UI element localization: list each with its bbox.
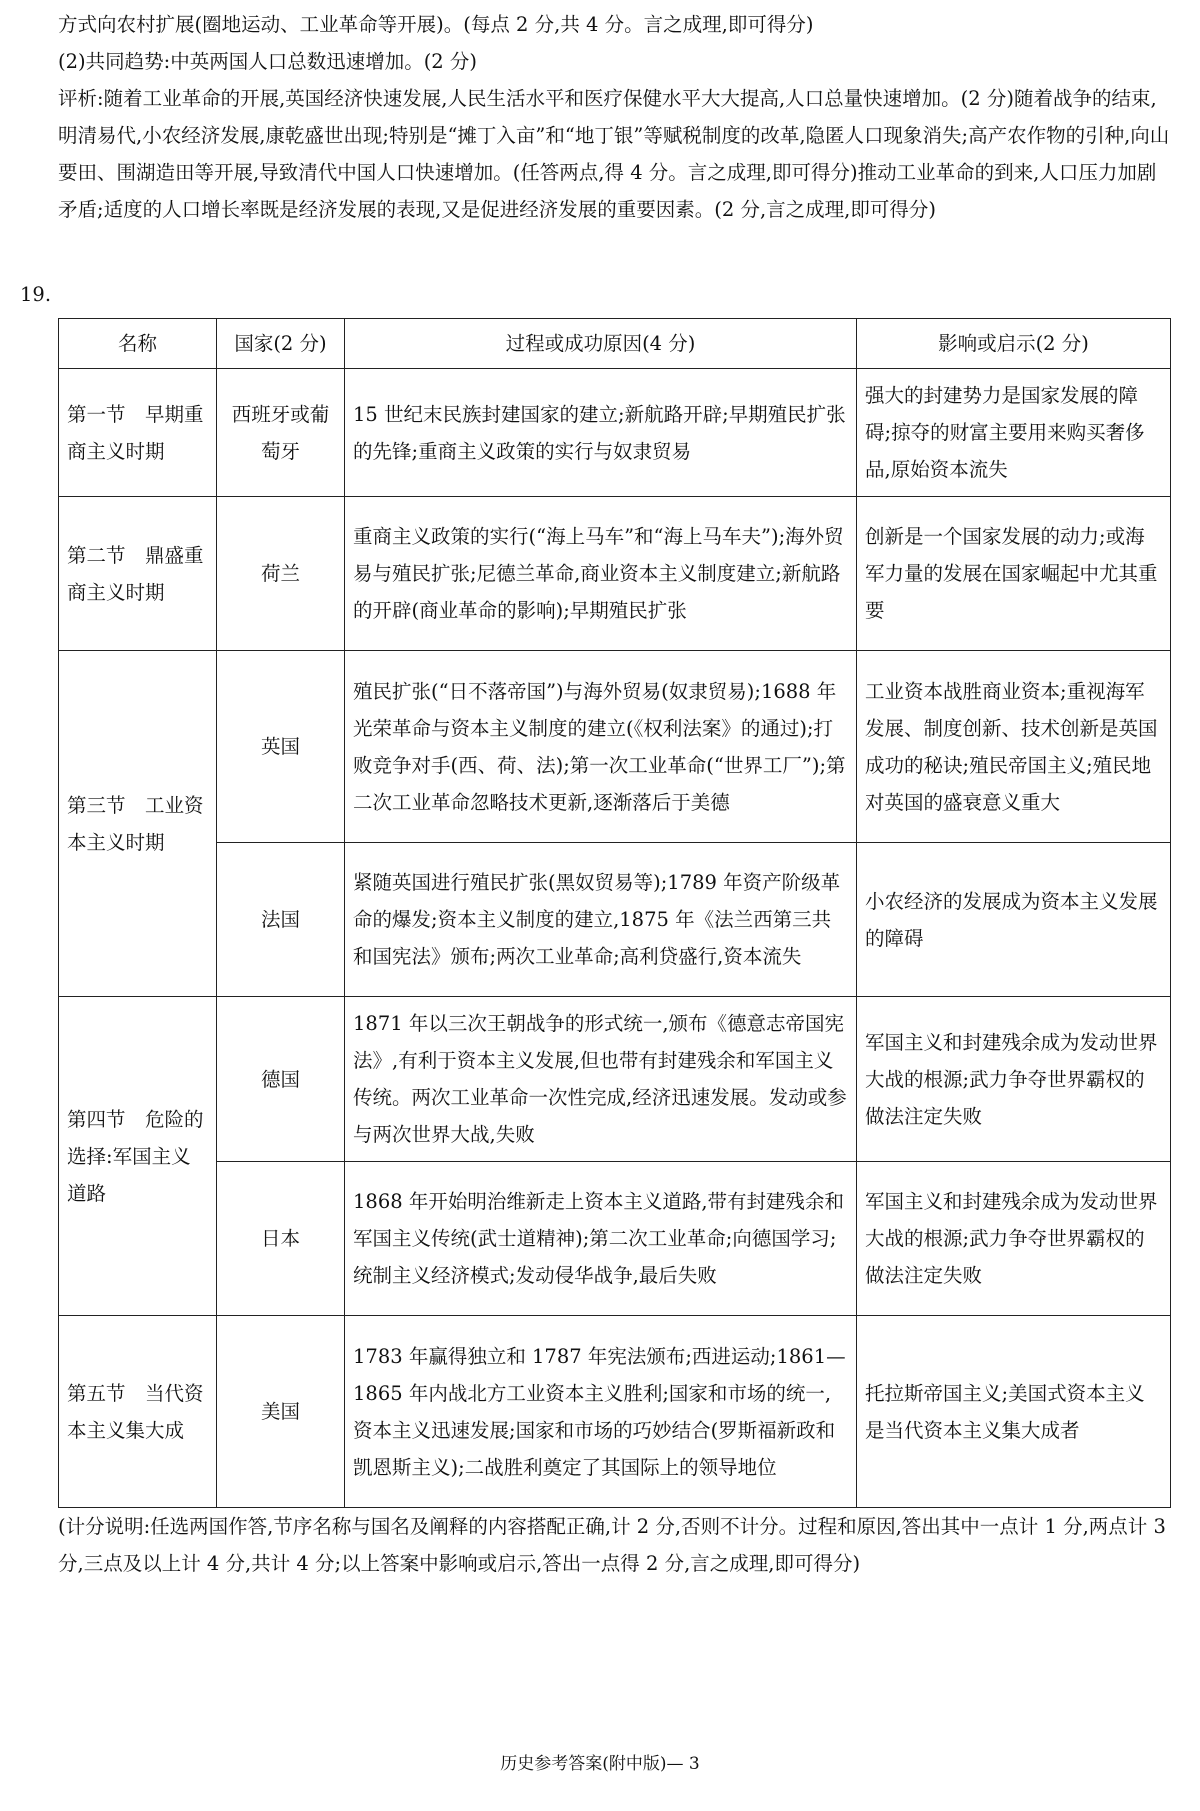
process-cell: 重商主义政策的实行(“海上马车”和“海上马车夫”);海外贸易与殖民扩张;尼德兰革命,商业资本主义制度建立;新航路的开辟(商业革命的影响);早期殖民扩张: [345, 497, 857, 651]
page-footer: 历史参考答案(附中版)— 3: [500, 1754, 700, 1774]
impact-cell: 工业资本战胜商业资本;重视海军发展、制度创新、技术创新是英国成功的秘诀;殖民帝国主义;殖民地对英国的盛衰意义重大: [857, 651, 1171, 843]
country-cell: 日本: [217, 1162, 345, 1316]
section-name: 第五节 当代资本主义集大成: [59, 1316, 217, 1508]
process-cell: 1871 年以三次王朝战争的形式统一,颁布《德意志帝国宪法》,有利于资本主义发展,但也带有封建残余和军国主义传统。两次工业革命一次性完成,经济迅速发展。发动或参与两次世界大战,失败: [345, 997, 857, 1162]
country-cell: 西班牙或葡萄牙: [217, 369, 345, 497]
intro-line-1: 方式向农村扩展(圈地运动、工业革命等开展)。(每点 2 分,共 4 分。言之成理,即可得分): [58, 13, 814, 36]
process-cell: 1868 年开始明治维新走上资本主义道路,带有封建残余和军国主义传统(武士道精神);第二次工业革命;向德国学习;统制主义经济模式;发动侵华战争,最后失败: [345, 1162, 857, 1316]
country-cell: 德国: [217, 997, 345, 1162]
impact-cell: 小农经济的发展成为资本主义发展的障碍: [857, 843, 1171, 997]
impact-cell: 军国主义和封建残余成为发动世界大战的根源;武力争夺世界霸权的做法注定失败: [857, 1162, 1171, 1316]
impact-cell: 创新是一个国家发展的动力;或海军力量的发展在国家崛起中尤其重要: [857, 497, 1171, 651]
table-row: [59, 369, 1171, 497]
table-row: [59, 997, 1171, 1162]
analysis-paragraph: 评析:随着工业革命的开展,英国经济快速发展,人民生活水平和医疗保健水平大大提高,人口总量快速增加。(2 分)随着战争的结束,明清易代,小农经济发展,康乾盛世出现;特别是“摊丁入亩”和“地丁银”等赋税制度的改革,隐匿人口现象消失;高产农作物的引种,向山要田、围湖造田等开展,导致清代中国人口快速增加。(任答两点,得 4 分。言之成理,即可得分)推动工业革命的到来,人口压力加剧矛盾;适度的人口增长率既是经济发展的表现,又是促进经济发展的重要因素。(2 分,言之成理,即可得分): [58, 87, 1170, 221]
process-cell: 紧随英国进行殖民扩张(黑奴贸易等);1789 年资产阶级革命的爆发;资本主义制度的建立,1875 年《法兰西第三共和国宪法》颁布;两次工业革命;高利贷盛行,资本流失: [345, 843, 857, 997]
table-row: [59, 651, 1171, 843]
header-process: 过程或成功原因(4 分): [345, 319, 857, 369]
process-cell: 15 世纪末民族封建国家的建立;新航路开辟;早期殖民扩张的先锋;重商主义政策的实行与奴隶贸易: [345, 369, 857, 497]
answer-table: [58, 318, 1171, 1508]
section-name: 第三节 工业资本主义时期: [59, 651, 217, 997]
header-country: 国家(2 分): [217, 319, 345, 369]
table-header-row: [59, 319, 1171, 369]
section-name: 第四节 危险的选择:军国主义道路: [59, 997, 217, 1316]
process-cell: 殖民扩张(“日不落帝国”)与海外贸易(奴隶贸易);1688 年光荣革命与资本主义制度的建立(《权利法案》的通过);打败竞争对手(西、荷、法);第一次工业革命(“世界工厂”);第二次工业革命忽略技术更新,逐渐落后于美德: [345, 651, 857, 843]
table-row: [59, 497, 1171, 651]
country-cell: 美国: [217, 1316, 345, 1508]
country-cell: 英国: [217, 651, 345, 843]
question-number: 19.: [20, 283, 52, 306]
impact-cell: 军国主义和封建残余成为发动世界大战的根源;武力争夺世界霸权的做法注定失败: [857, 997, 1171, 1162]
country-cell: 荷兰: [217, 497, 345, 651]
intro-line-2: (2)共同趋势:中英两国人口总数迅速增加。(2 分): [58, 50, 478, 73]
table-row: [59, 843, 1171, 997]
header-name: 名称: [59, 319, 217, 369]
process-cell: 1783 年赢得独立和 1787 年宪法颁布;西进运动;1861—1865 年内战北方工业资本主义胜利;国家和市场的统一,资本主义迅速发展;国家和市场的巧妙结合(罗斯福新政和凯恩斯主义);二战胜利奠定了其国际上的领导地位: [345, 1316, 857, 1508]
section-name: 第二节 鼎盛重商主义时期: [59, 497, 217, 651]
table-row: [59, 1162, 1171, 1316]
country-cell: 法国: [217, 843, 345, 997]
scoring-note: (计分说明:任选两国作答,节序名称与国名及阐释的内容搭配正确,计 2 分,否则不计分。过程和原因,答出其中一点计 1 分,两点计 3 分,三点及以上计 4 分,共计 4 分;以上答案中影响或启示,答出一点得 2 分,言之成理,即可得分): [58, 1515, 1166, 1575]
header-impact: 影响或启示(2 分): [857, 319, 1171, 369]
impact-cell: 托拉斯帝国主义;美国式资本主义是当代资本主义集大成者: [857, 1316, 1171, 1508]
section-name: 第一节 早期重商主义时期: [59, 369, 217, 497]
table-row: [59, 1316, 1171, 1508]
impact-cell: 强大的封建势力是国家发展的障碍;掠夺的财富主要用来购买奢侈品,原始资本流失: [857, 369, 1171, 497]
